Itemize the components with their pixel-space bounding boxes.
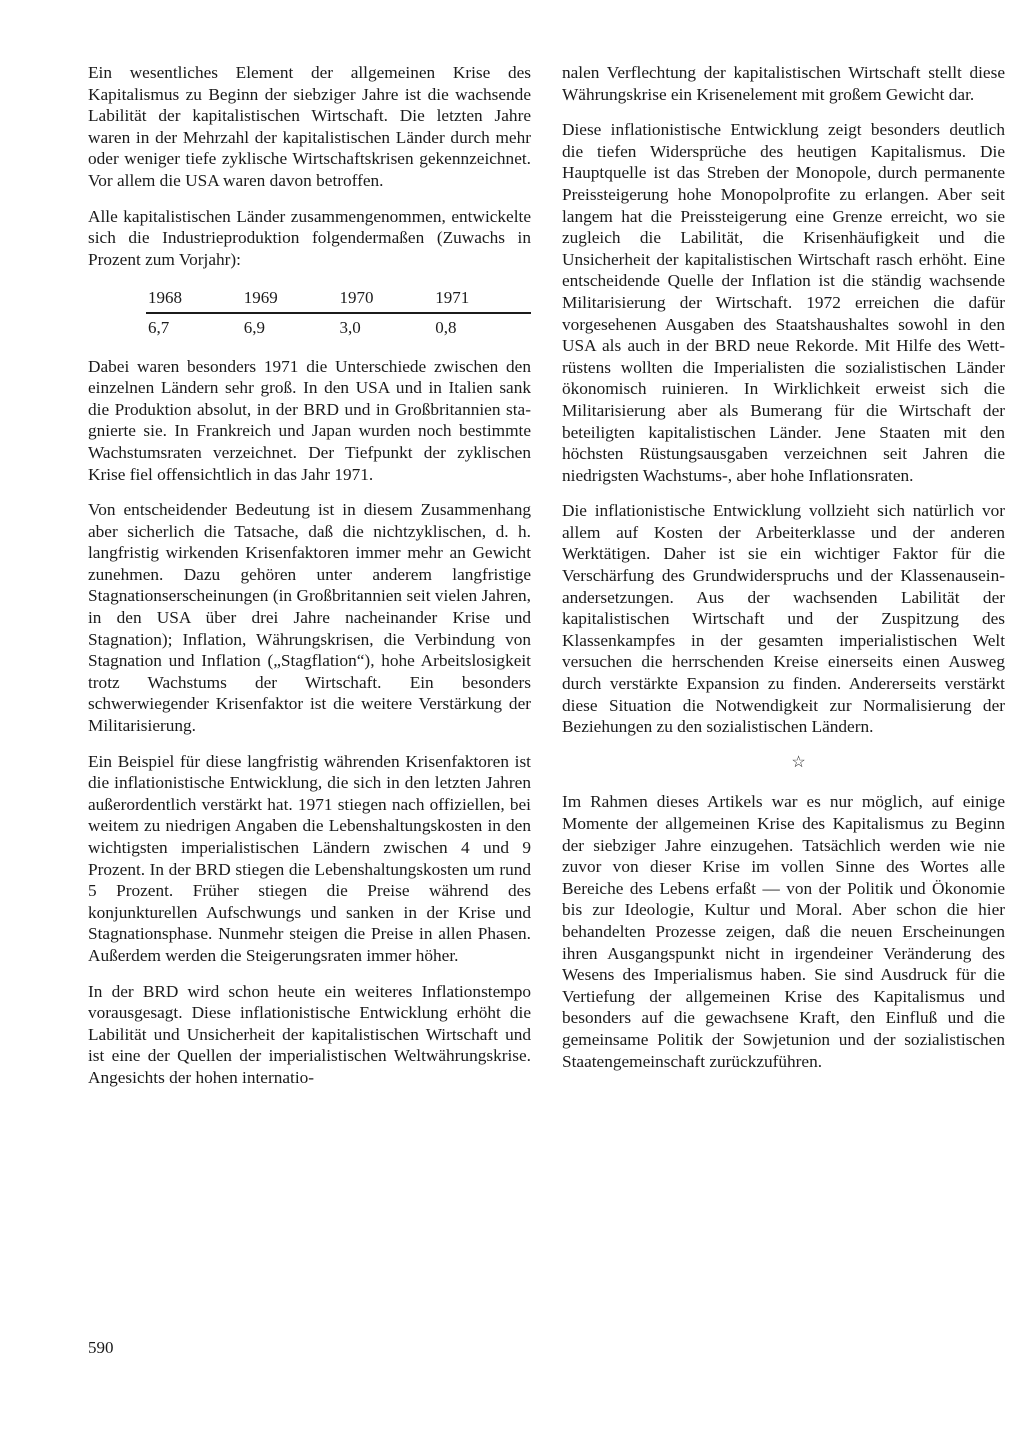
growth-table-header: 1969 [244,284,340,313]
paragraph-crisis-intro: Ein wesentliches Element der allgemeinen Krise des Kapitalismus zu Beginn der siebziger Jahre ist die wachsende Labilität der kapitalistischen Wirtschaft. Die letzten Jahre waren in der Mehrzahl der kapitalistischen Länder durch mehr oder weniger tiefe zyklische Wirtschaftskrisen gekennzeichnet. Vor allem die USA waren davon betroffen. [88,63,531,190]
paragraph-crisis-factors: Von entscheidender Bedeutung ist in diesem Zusammenhang aber sicherlich die Tatsache, daß die nichtzyklischen, d. h. langfristig wirkenden Krisenfaktoren immer mehr an Gewicht zunehmen. Dazu gehören unter anderem langfristige Stagnationserscheinungen (in Großbritannien seit vielen Jahren, in den USA über drei Jahre nacheinander Krise und Stagnation); Inflation, Währungskrisen, die Verbindung von Stagnation und Inflation („Stagflation“), hohe Arbeitslosigkeit trotz Wachstums der Wirtschaft. Ein besonders schwerwiegender Krisenfaktor ist die weitere Verstärkung der Militarisierung. [88,500,531,736]
left-column [88,62,531,1103]
section-separator-star-icon: ☆ [791,753,806,771]
growth-table-header: 1971 [435,284,531,313]
paragraph-working-class: Die inflationistische Entwicklung vollzieht sich natürlich vor allem auf Kosten der Arbeiterklasse und der anderen Werktätigen. Daher ist sie ein wichtiger Faktor für die Verschärfung des Grundwiderspruchs und der Klassenauseinandersetzungen. Aus der wachsenden Labilität der kapitalistischen Wirtschaft und der Zuspitzung des Klassenkampfes in der gesamten imperialistischen Welt versuchen die herrschenden Kreise einerseits einen Ausweg durch verstärkte Expansion zu finden. Andererseits verstärkt diese Situation die Notwendigkeit zur Normalisierung der Beziehungen zu den sozialistischen Ländern. [562,501,1005,737]
growth-table-header: 1970 [340,284,436,313]
growth-table-cell: 6,7 [148,317,170,337]
paragraph-inflation-example: Ein Beispiel für diese langfristig währenden Krisenfaktoren ist die inflationistische Entwicklung, die sich in den letzten Jahren außerordentlich verstärkt hat. 1971 stiegen nach offiziellen, bei weitem zu niedrigen Angaben die Lebenshaltungskosten in den wichtigsten imperialistischen Ländern zwischen 4 und 9 Prozent. In der BRD stiegen die Lebenshaltungskosten um rund 5 Prozent. Früher stiegen die Preise während des konjunkturellen Aufschwungs und sanken in der Krise und Stagnationsphase. Nunmehr steigen die Preise in allen Phasen. Außerdem werden die Steigerungsraten immer höher. [88,751,531,965]
page-number: 590 [88,1338,114,1357]
growth-table-cell: 6,9 [243,317,265,337]
growth-table-cell: 3,0 [339,317,361,337]
growth-table-header: 1968 [146,284,244,313]
paragraph-contradictions: Diese inflationistische Entwicklung zeigt besonders deutlich die tiefen Widersprüche des heutigen Kapitalismus. Die Hauptquelle ist das Streben der Monopole, durch permanente Preissteigerung hohe Monopolprofite zu erlangen. Aber seit langem hat die Preissteigerung eine Grenze erreicht, wo sie zugleich die Labilität, die Krisenhäufigkeit und die Unsicherheit der kapitalistischen Wirtschaft rasch erhöht. Eine entscheidende Quelle der Inflation ist die ständig wachsende Militarisierung der Wirtschaft. 1972 erreichen die dafür vorgesehenen Ausgaben des Staatshaushaltes sowohl in den USA als auch in der BRD neue Rekorde. Mit Hilfe des Wettrüstens wollten die Imperialisten die sozialistischen Länder ökonomisch ruinieren. In Wirklichkeit erweist sich die Militarisierung aber als Bumerang für die Wirtschaft der beteiligten kapitalistischen Länder. Jene Staaten mit den höchsten Rüstungsausgaben verzeichnen seit Jahren die niedrigsten Wachstums-, aber hohe Inflationsraten. [562,120,1005,485]
paragraph-conclusion: Im Rahmen dieses Artikels war es nur möglich, auf einige Momente der allgemeinen Krise des Kapitalismus zu Beginn der siebziger Jahre einzugehen. Tatsächlich werden wie nie zuvor von dieser Krise im vollen Sinne des Wortes alle Bereiche des Lebens erfaßt — von der Politik und Ökonomie bis zur Ideologie, Kultur und Moral. Aber schon die hier behandelten Prozesse zeigen, daß die neuen Erscheinungen ihren Ausgangspunkt nicht in irgendeiner Veränderung des Wesens des Imperialismus haben. Sie sind Ausdruck für die Vertiefung der allgemeinen Krise des Kapitalismus und besonders auf die gewachsene Kraft, den Einfluß und die gemeinsame Politik der Sowjetunion und der sozialistischen Staatengemeinschaft zurückzuführen. [562,792,1005,1071]
paragraph-brd-inflation: In der BRD wird schon heute ein weiteres Inflationstempo vorausgesagt. Diese inflationistische Entwicklung erhöht die Labilität und Unsicherheit der kapitalistischen Wirtschaft und ist eine der Quellen der imperialistischen Weltwährungskrise. Angesichts der hohen internatio- [88,981,531,1087]
right-column [562,62,1005,1086]
growth-table-cell: 0,8 [435,317,457,337]
growth-table-value-row [146,313,531,342]
paragraph-currency-crisis: nalen Verflechtung der kapitalistischen Wirtschaft stellt diese Währungskrise ein Krisenelement mit großem Gewicht dar. [562,63,1005,104]
paragraph-country-differences: Dabei waren besonders 1971 die Unterschiede zwischen den einzelnen Ländern sehr groß. In den USA und in Italien sank die Produktion absolut, in der BRD und in Großbritannien stagnierte sie. In Frankreich und Japan wurden noch bestimmte Wachstumsraten verzeichnet. Der Tiefpunkt der zyklischen Krise fiel offensichtlich in das Jahr 1971. [88,356,531,484]
growth-table-header-row [146,284,531,313]
growth-table [146,284,531,341]
paragraph-industrial-production: Alle kapitalistischen Länder zusammengenommen, entwickelte sich die Industrieproduktion folgendermaßen (Zuwachs in Prozent zum Vorjahr): [88,206,531,269]
